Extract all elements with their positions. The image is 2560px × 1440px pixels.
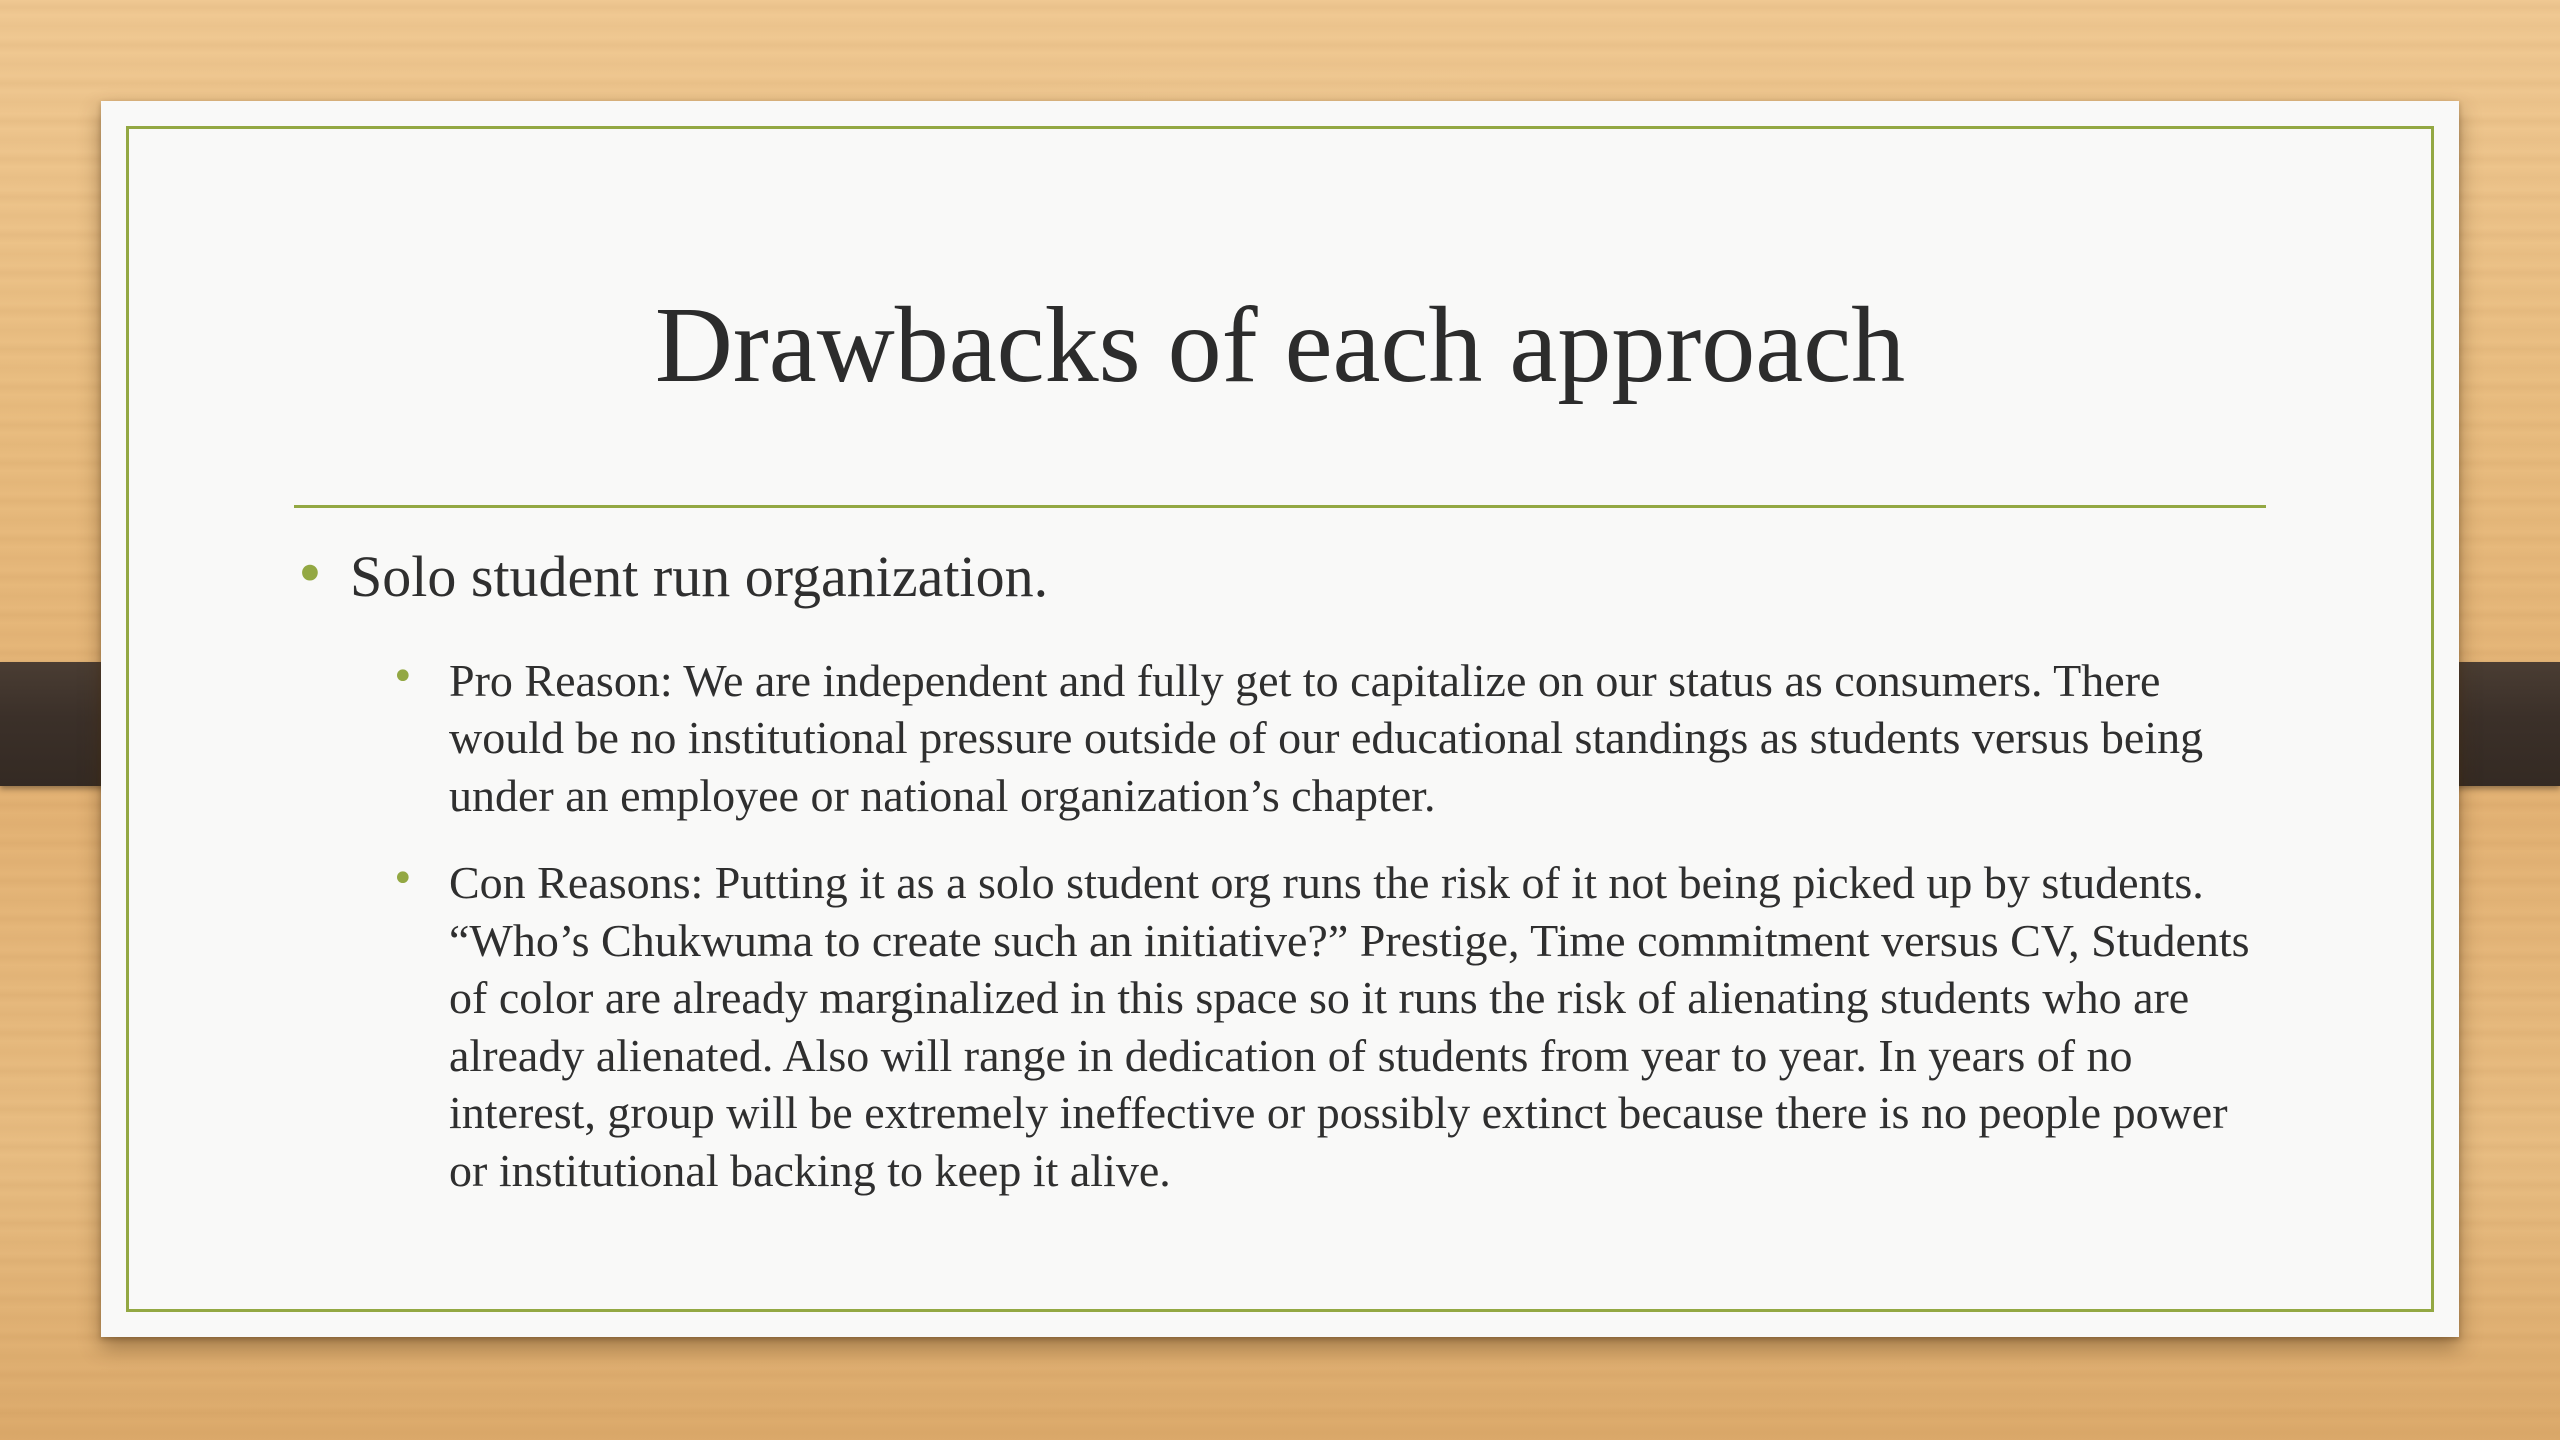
sub-bullet-con-text: Con Reasons: Putting it as a solo student org runs the risk of it not being picked up by students. “Who’s Chukwuma to create such an initiative?” Prestige, Time commitment versus CV, Students of color are already marginalized in this space so it runs the risk of alienating students who are already alienated. Also will range in dedication of students from year to year. In years of no interest, group will be extremely ineffective or possibly extinct because there is no people power or institutional backing to keep it alive. — [449, 857, 2250, 1196]
bullet-dot-icon: • — [391, 653, 415, 700]
bullet-main-text: Solo student run organization. — [350, 544, 1049, 609]
bullet-dot-icon: • — [391, 856, 415, 902]
bullet-main — [294, 541, 2274, 614]
bullet-dot-icon: • — [294, 543, 326, 606]
slide-title: Drawbacks of each approach — [654, 286, 1906, 405]
slide-body — [294, 541, 2274, 1199]
sub-bullet-pro-text: Pro Reason: We are independent and fully get to capitalize on our status as consumers. There would be no institutional pressure outside of our educational standings as students versus being under an employee or national organization’s chapter. — [449, 654, 2204, 821]
title-divider — [294, 505, 2266, 508]
slide — [101, 101, 2459, 1337]
sub-bullet-con — [391, 854, 2274, 1199]
sub-bullet-pro — [391, 652, 2274, 825]
